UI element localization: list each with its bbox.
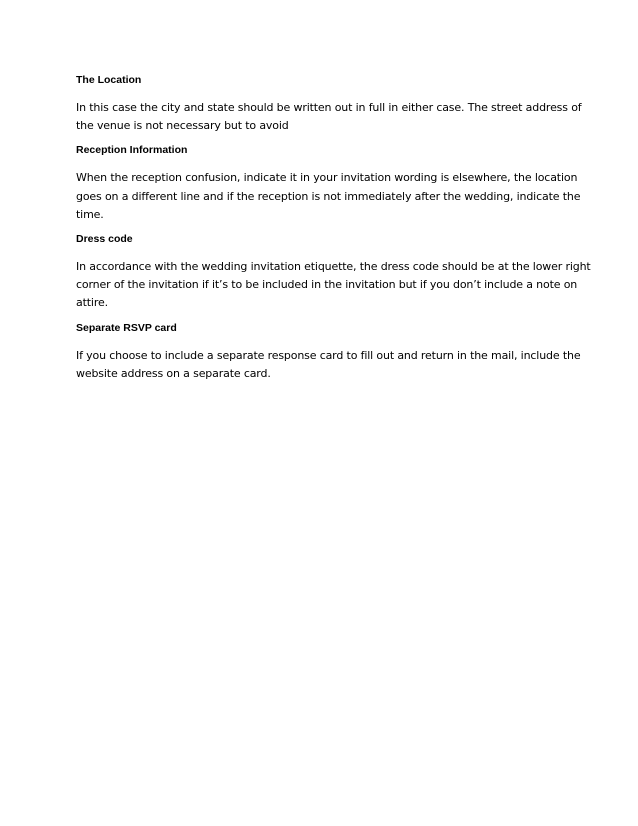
section-rsvp — [76, 321, 581, 383]
section-paragraph — [76, 169, 581, 224]
document-page — [76, 73, 591, 391]
section-heading: The Location — [76, 74, 142, 86]
section-paragraph — [76, 347, 581, 383]
paragraph-line: When the reception confusion, indicate it in your invitation wording is elsewhere, the location — [76, 171, 578, 185]
paragraph-line: In this case the city and state should be written out in full in either case. The street address of — [76, 101, 582, 114]
paragraph-line: corner of the invitation if it’s to be included in the invitation but if you don’t include a note on — [76, 278, 578, 292]
section-reception — [76, 143, 581, 224]
paragraph-line: If you choose to include a separate response card to fill out and return in the mail, include the — [76, 348, 581, 362]
section-heading: Separate RSVP card — [76, 321, 177, 334]
section-location — [76, 73, 582, 135]
section-heading: Dress code — [76, 233, 133, 246]
paragraph-line: In accordance with the wedding invitation etiquette, the dress code should be at the lower right — [76, 260, 591, 274]
paragraph-line: the venue is not necessary but to avoid — [76, 119, 289, 133]
paragraph-line: attire. — [76, 296, 108, 310]
paragraph-line: goes on a different line and if the reception is not immediately after the wedding, indicate the — [76, 189, 581, 203]
section-paragraph — [76, 258, 591, 313]
paragraph-line: time. — [76, 207, 104, 221]
section-heading: Reception Information — [76, 144, 188, 157]
section-paragraph — [76, 99, 582, 135]
paragraph-line: website address on a separate card. — [76, 366, 271, 380]
section-dress-code — [76, 232, 591, 313]
